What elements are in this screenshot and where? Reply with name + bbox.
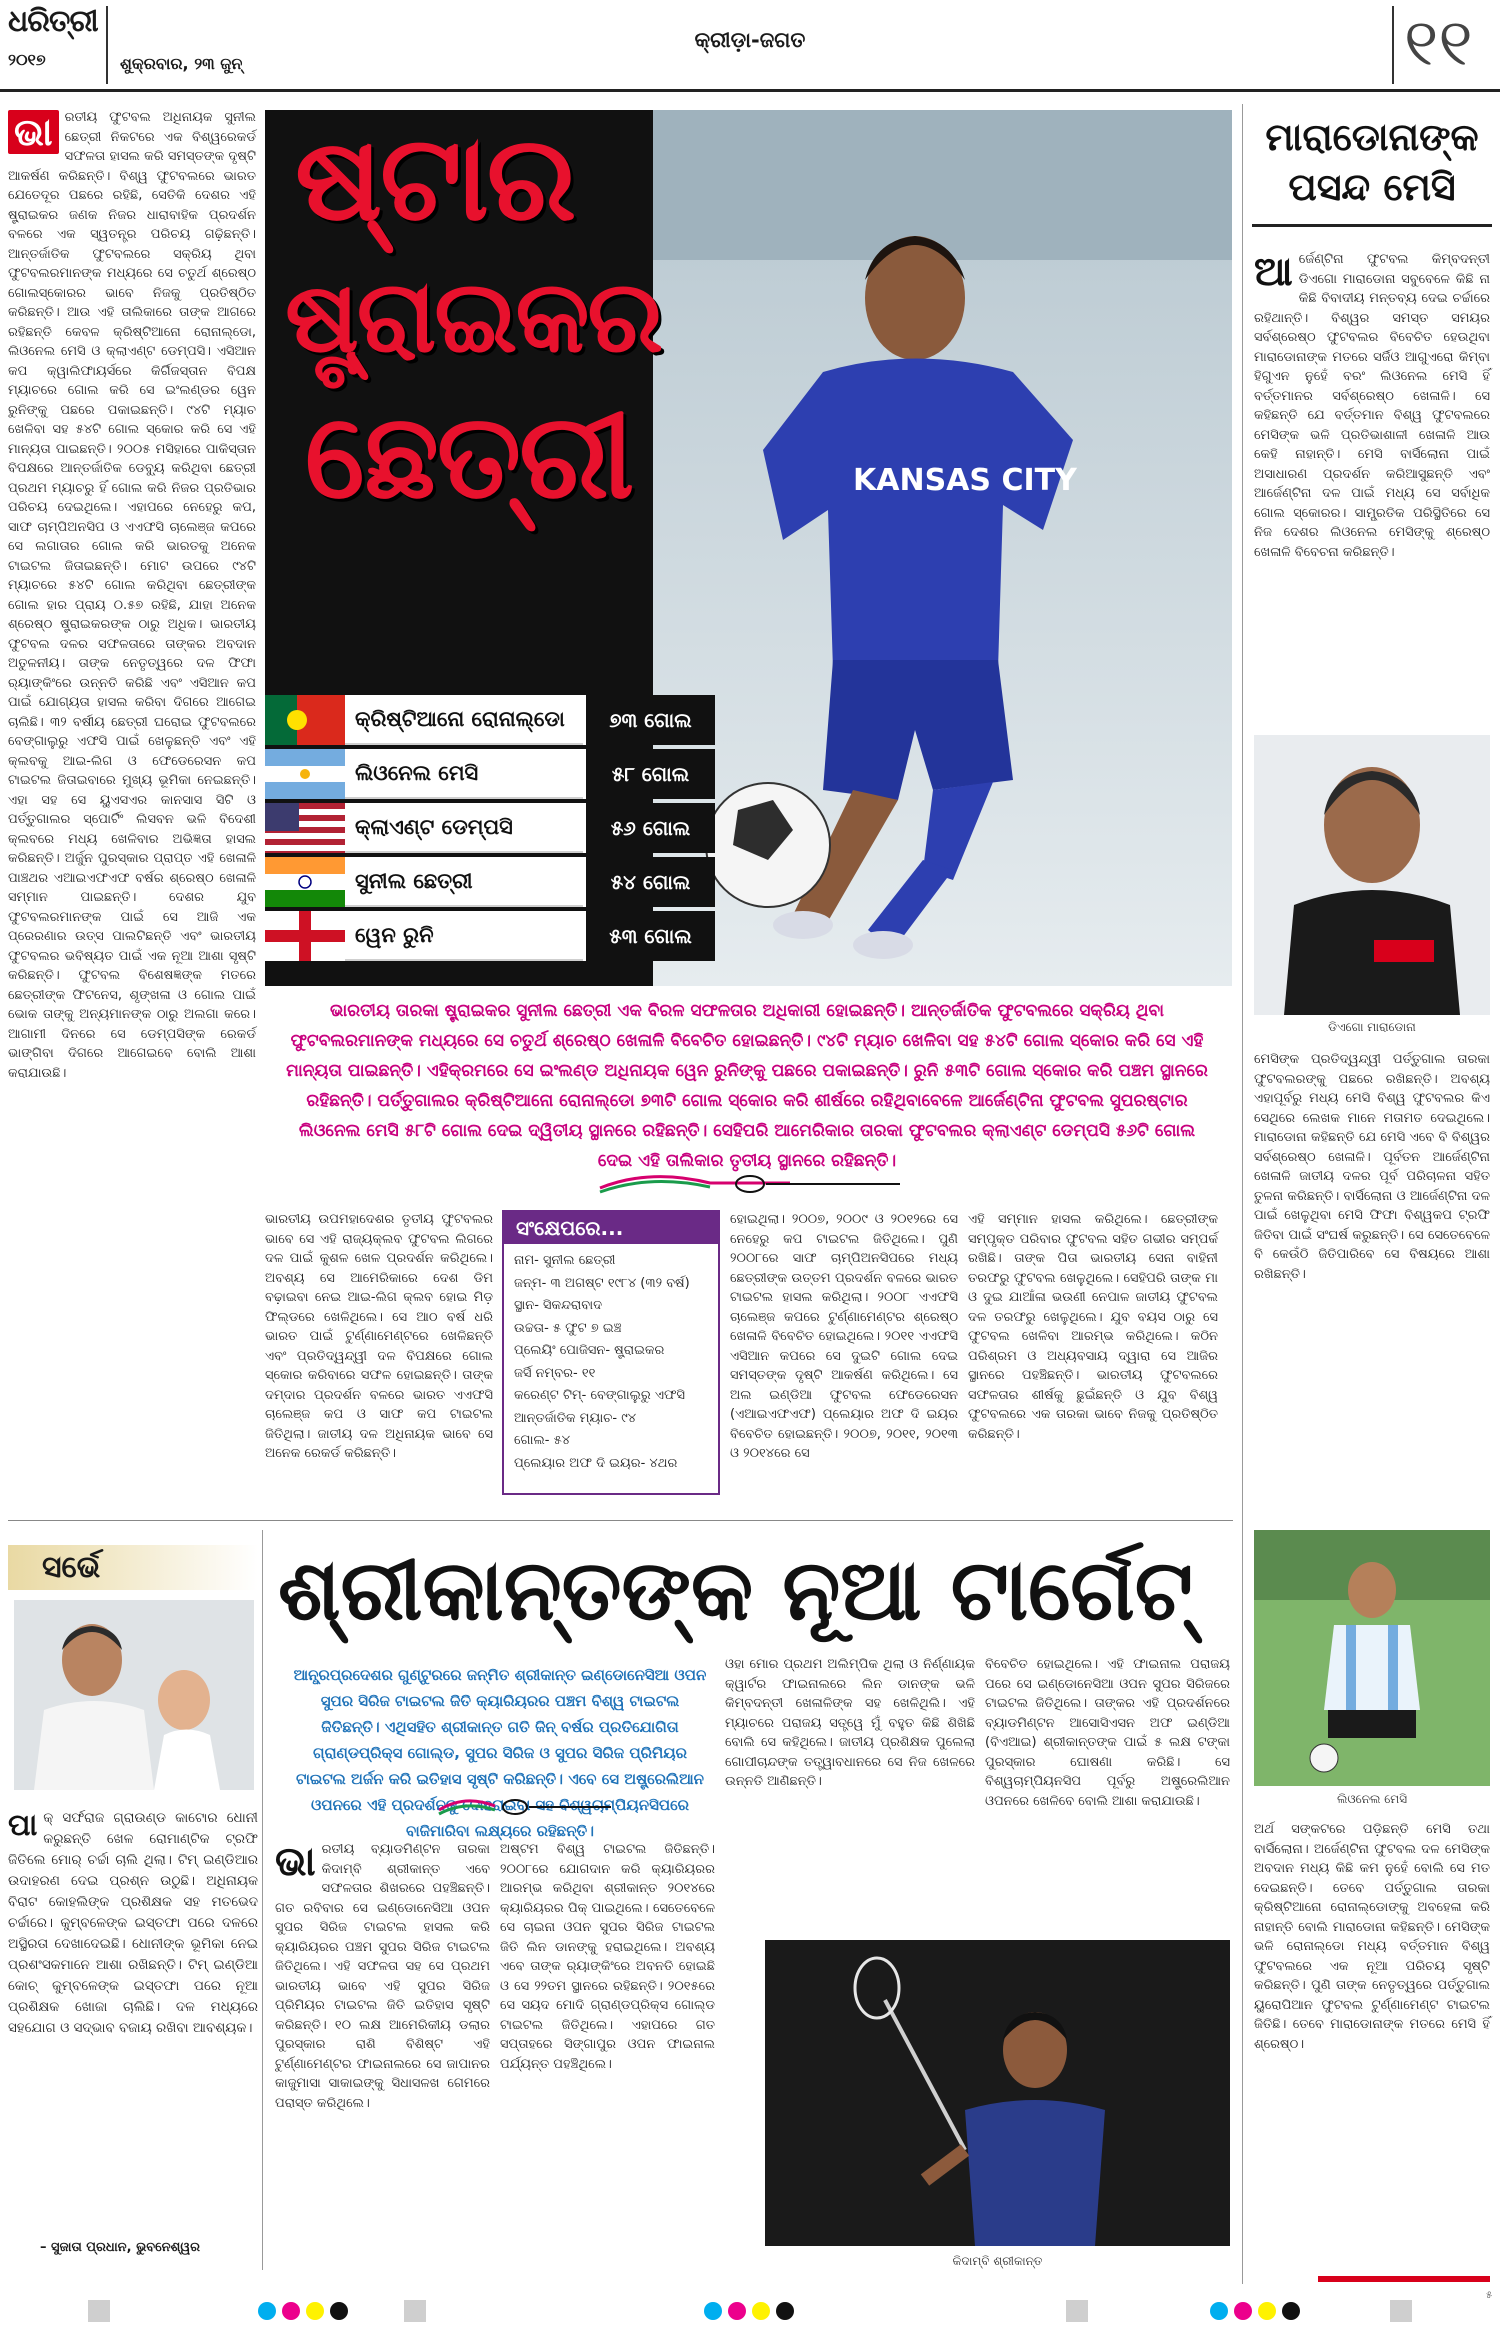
ranking-name: କ୍ରିଷ୍ଟିଆନୋ ରୋନାଲ୍ଡୋ <box>355 707 565 731</box>
usa-flag-icon <box>265 803 345 853</box>
hero-title-line3: ଛେତ୍ରୀ <box>305 386 633 525</box>
ranking-name: ୱେନ ରୁନି <box>355 923 434 947</box>
ranking-goals: ୫୪ ଗୋଲ <box>583 857 715 907</box>
brief-list <box>504 1244 718 1481</box>
ranking-row <box>265 857 715 907</box>
brief-line: ନାମ- ସୁନୀଲ ଛେତ୍ରୀ <box>514 1253 616 1268</box>
ranking-row <box>265 803 715 853</box>
header-divider-right <box>1392 6 1394 84</box>
chhetri-article-col1: ଭାରତୀୟ ଉପମହାଦେଶର ତୃତୀୟ ଫୁଟବଲର ଭାବେ ସେ ଏହି ରାଜ୍ୟକ୍ଲବ ଫୁଟବଲ ଲିଗରେ ଦଳ ପାଇଁ କୁଶଳ ଖେଳ ପ୍ରଦର୍ଶନ କରିଥିଲେ। ଅବଶ୍ୟ ସେ ଆମେରିକାରେ ଦେଶ ଡିମ ବଢ଼ାଇବା ନେଇ ଆଇ-ଲିଗ କ୍ଲବ ହୋଇ ମିଡ଼ ଫିଲ୍ଡରେ ଖେଳିଥିଲେ। ସେ ଆଠ ବର୍ଷ ଧରି ଭାରତ ପାଇଁ ଟୁର୍ଣ୍ଣାମେଣ୍ଟରେ ଖେଳିଛନ୍ତି ଏବଂ ପ୍ରତିଦ୍ୱନ୍ଦ୍ୱୀ ଦଳ ବିପକ୍ଷରେ ଗୋଲ ସ୍କୋର କରିବାରେ ସଫଳ ହୋଇଛନ୍ତି। ତାଙ୍କ ଦମ୍ଦାର ପ୍ରଦର୍ଶନ ବଳରେ ଭାରତ ଏଏଫସି ଚାଲେଞ୍ଜ କପ ଓ ସାଫ କପ ଟାଇଟଲ ଜିତିଥିଲା। ଜାତୀୟ ଦଳ ଅଧିନାୟକ ଭାବେ ସେ ଅନେକ ରେକର୍ଡ କରିଛନ୍ତି। <box>265 1212 493 1461</box>
brief-line: ପ୍ଲେୟିଂ ପୋଜିସନ- ଷ୍ଟ୍ରାଇକର <box>514 1343 665 1358</box>
section-divider <box>8 1520 1233 1521</box>
ranking-goals: ୫୬ ଗୋଲ <box>583 803 715 853</box>
hero-feature <box>265 110 1232 986</box>
ornament-divider-icon <box>435 1792 615 1820</box>
argentina-flag-icon <box>265 749 345 799</box>
survey-body <box>8 1808 258 2223</box>
brief-line: ସ୍ଥାନ- ସିକନ୍ଦରାବାଦ <box>514 1298 603 1313</box>
srikanth-photo-caption: କିଦାମ୍ବି ଶ୍ରୀକାନ୍ତ <box>952 2254 1043 2268</box>
color-bar-icon <box>704 2302 794 2320</box>
lead-dropcap: ଭା <box>8 110 59 154</box>
column-rule <box>262 1530 263 2270</box>
portugal-flag-icon <box>265 695 345 745</box>
masthead-year: ୨୦୧୭ <box>8 50 46 69</box>
maradona-article-body-3: ଅର୍ଥ ସଙ୍କଟରେ ପଡ଼ିଛନ୍ତି ମେସି ତଥା ବାର୍ସିଲୋନା। ଅର୍ଜେଣ୍ଟିନା ଫୁଟବଲ ଦଳ ମେସିଙ୍କ ଅବଦାନ ମଧ୍ୟ କିଛି କମ ନୁହେଁ ବୋଲି ସେ ମତ ଦେଇଛନ୍ତି। ତେବେ ପର୍ତ୍ତୁଗାଲ ତାରକା କ୍ରିଷ୍ଟିଆନୋ ରୋନାଲ୍ଡୋଙ୍କୁ ଅବହେଳା କରି ନାହାନ୍ତି ବୋଲି ମାରାଡୋନା କହିଛନ୍ତି। ମେସିଙ୍କ ଭଳି ରୋନାଲ୍ଡୋ ମଧ୍ୟ ବର୍ତ୍ତମାନ ବିଶ୍ୱ ଫୁଟବଲରେ ଏକ ନୂଆ ପରିଚୟ ସୃଷ୍ଟି କରିଛନ୍ତି। ପୁଣି ତାଙ୍କ ନେତୃତ୍ୱରେ ପର୍ତ୍ତୁଗାଲ ୟୁରୋପିଆନ ଫୁଟବଲ ଟୁର୍ଣ୍ଣାମେଣ୍ଟ ଟାଇଟଲ ଜିତିଛି। ତେବେ ମାରାଡୋନାଙ୍କ ମତରେ ମେସି ହିଁ ଶ୍ରେଷ୍ଠ। <box>1254 1822 1490 2052</box>
brief-box <box>502 1210 720 1495</box>
england-flag-icon <box>265 911 345 961</box>
color-bar-icon <box>1210 2302 1300 2320</box>
srikanth-article-col3: ଓହା ମୋର ପ୍ରଥମ ଅଲିମ୍ପିକ ଥିଲା ଓ ନିର୍ଣ୍ଣାୟକ କ୍ୱାର୍ଟର ଫାଇନାଲରେ ଲିନ ଡାନଙ୍କ ଭଳି କିମ୍ବଦନ୍ତୀ ଖେଳାଳିଙ୍କ ସହ ଖେଳିଥିଲି। ଏହି ମ୍ୟାଚରେ ପରାଜୟ ସତ୍ତ୍ୱେ ମୁଁ ବହୁତ କିଛି ଶିଖିଛି ବୋଲି ସେ କହିଥିଲେ। ଜାତୀୟ ପ୍ରଶିକ୍ଷକ ପୁଲେଲା ଗୋପୀଚାନ୍ଦଙ୍କ ତତ୍ତ୍ୱାବଧାନରେ ସେ ନିଜ ଖେଳରେ ଉନ୍ନତି ଆଣିଛନ୍ତି। <box>725 1657 975 1789</box>
chhetri-article-col4: ଏହି ସମ୍ମାନ ହାସଲ କରିଥିଲେ। ଛେତ୍ରୀଙ୍କ ସମ୍ପୃକ୍ତ ପରିବାର ଫୁଟବଲ ସହିତ ଗଭୀର ସମ୍ପର୍କ ରଖିଛି। ତାଙ୍କ ପିତା ଭାରତୀୟ ସେନା ବାହିନୀ ତରଫରୁ ଫୁଟବଲ ଖେଳୁଥିଲେ। ସେହିପରି ତାଙ୍କ ମା ଓ ଦୁଇ ଯାଆଁଳା ଭଉଣୀ ନେପାଳ ଜାତୀୟ ଫୁଟବଲ ଦଳ ତରଫରୁ ଖେଳୁଥିଲେ। ଯୁବ ବୟସ ଠାରୁ ସେ ଫୁଟବଲ ଖେଳିବା ଆରମ୍ଭ କରିଥିଲେ। କଠିନ ପରିଶ୍ରମ ଓ ଅଧ୍ୟବସାୟ ଦ୍ୱାରା ସେ ଆଜିର ସ୍ଥାନରେ ପହଞ୍ଚିଛନ୍ତି। ଭାରତୀୟ ଫୁଟବଲରେ ସଫଳତାର ଶୀର୍ଷକୁ ଛୁଇଁଛନ୍ତି ଓ ଯୁବ ବିଶ୍ୱ ଫୁଟବଲରେ ଏକ ତାରକା ଭାବେ ନିଜକୁ ପ୍ରତିଷ୍ଠିତ କରିଛନ୍ତି। <box>968 1212 1218 1442</box>
messi-photo <box>1254 1530 1490 1786</box>
srikanth-dropcap: ଭା <box>275 1838 316 1885</box>
ranking-name: ଲିଓନେଲ ମେସି <box>355 761 479 785</box>
masthead <box>0 0 1500 92</box>
sidebar-rule <box>1242 104 1243 2284</box>
srikanth-photo <box>765 1940 1230 2246</box>
maradona-dropcap: ଆ <box>1254 248 1293 295</box>
section-title: କ୍ରୀଡ଼ା-ଜଗତ <box>694 28 806 52</box>
ranking-row <box>265 695 715 745</box>
hero-highlight-text: ଭାରତୀୟ ତାରକା ଷ୍ଟ୍ରାଇକର ସୁନୀଲ ଛେତ୍ରୀ ଏକ ବିରଳ ସଫଳତାର ଅଧିକାରୀ ହୋଇଛନ୍ତି। ଆନ୍ତର୍ଜାତିକ ଫୁଟବଲରେ ସକ୍ରିୟ ଥିବା ଫୁଟବଲରମାନଙ୍କ ମଧ୍ୟରେ ସେ ଚତୁର୍ଥ ଶ୍ରେଷ୍ଠ ଖେଳାଳି ବିବେଚିତ ହୋଇଛନ୍ତି। ୯୪ଟି ମ୍ୟାଚ ଖେଳିବା ସହ ୫୪ଟି ଗୋଲ ସ୍କୋର କରି ସେ ଏହି ମାନ୍ୟତା ପାଇଛନ୍ତି। ଏହିକ୍ରମରେ ସେ ଇଂଲଣ୍ଡ ଅଧିନାୟକ ୱେନ ରୁନିଙ୍କୁ ପଛରେ ପକାଇଛନ୍ତି। ରୁନି ୫୩ଟି ଗୋଲ ସ୍କୋର କରି ପଞ୍ଚମ ସ୍ଥାନରେ ରହିଛନ୍ତି। ପର୍ତ୍ତୁଗାଲର କ୍ରିଷ୍ଟିଆନୋ ରୋନାଲ୍ଡୋ ୭୩ଟି ଗୋଲ ସ୍କୋର କରି ଶୀର୍ଷରେ ରହିଥିବାବେଳେ ଆର୍ଜେଣ୍ଟିନା ଫୁଟବଲ ସୁପରଷ୍ଟାର ଲିଓନେଲ ମେସି ୫୮ଟି ଗୋଲ ଦେଇ ଦ୍ୱିତୀୟ ସ୍ଥାନରେ ରହିଛନ୍ତି। ସେହିପରି ଆମେରିକାର ତାରକା ଫୁଟବଲର କ୍ଲାଏଣ୍ଟ ଡେମ୍ପସି ୫୬ଟି ଗୋଲ ଦେଇ ଏହି ତାଲିକାର ତୃତୀୟ ସ୍ଥାନରେ ରହିଛନ୍ତି। <box>286 1001 1208 1171</box>
brief-line: ଆନ୍ତର୍ଜାତିକ ମ୍ୟାଚ- ୯୪ <box>514 1410 637 1426</box>
maradona-title-line2: ପସନ୍ଦ ମେସି <box>1288 165 1456 209</box>
maradona-photo <box>1254 735 1490 1015</box>
hero-title-line2: ଷ୍ଟ୍ରାଇକର <box>285 257 662 375</box>
survey-byline: – ସୁଜାତା ପ୍ରଧାନ, ଭୁବନେଶ୍ୱର <box>40 2240 200 2255</box>
srikanth-headline: ଶ୍ରୀକାନ୍ତଙ୍କ ନୂଆ ଟାର୍ଗେଟ୍ <box>278 1540 1193 1639</box>
messi-photo-caption: ଲିଓନେଲ ମେସି <box>1336 1792 1408 1806</box>
maradona-title-block <box>1252 112 1492 227</box>
dhoni-photo <box>14 1600 254 1790</box>
survey-text: କ୍ ସର୍ଫରାଜ ଗ୍ରାଉଣ୍ଡ କାଟୋର ଧୋନୀ କରୁଛନ୍ତି ଖେଳ ରୋମାଣ୍ଟିକ ଟ୍ରଫି ଜିତିଲେ ମୋର୍ ଚର୍ଚ୍ଚା ଚାଲି ଥିଲା। ଟିମ୍ ଇଣ୍ଡିଆର ଉଦାହରଣ ଦେଇ ପ୍ରଶ୍ନ ଉଠୁଛି। ଅଧିନାୟକ ବିରାଟ କୋହଲିଙ୍କ ପ୍ରଶିକ୍ଷକ ସହ ମତଭେଦ ଚର୍ଚ୍ଚାରେ। କୁମ୍ବଳେଙ୍କ ଇସ୍ତଫା ପରେ ଦଳରେ ଅସ୍ଥିରତା ଦେଖାଦେଇଛି। ଧୋନୀଙ୍କ ଭୂମିକା ନେଇ ପ୍ରଶଂସକମାନେ ଆଶା ରଖିଛନ୍ତି। ଟିମ୍ ଇଣ୍ଡିଆ କୋଚ୍ କୁମ୍ବଳେଙ୍କ ଇସ୍ତଫା ପରେ ନୂଆ ପ୍ରଶିକ୍ଷକ ଖୋଜା ଚାଲିଛି। ଦଳ ମଧ୍ୟରେ ସହଯୋଗ ଓ ସଦ୍ଭାବ ବଜାୟ ରଖିବା ଆବଶ୍ୟକ। <box>8 1810 258 2036</box>
player-photo <box>653 110 1232 986</box>
issue-date: ଶୁକ୍ରବାର, ୨୩ ଜୁନ୍ <box>120 54 243 73</box>
registration-mark-icon <box>1066 2300 1088 2322</box>
color-bar-icon <box>258 2302 348 2320</box>
srikanth-article-col4: ବିବେଚିତ ହୋଇଥିଲେ। ଏହି ଫାଇନାଲ ପରାଜୟ ପରେ ସେ ଇଣ୍ଡୋନେସିଆ ଓପନ ସୁପର ସିରିଜରେ ଟାଇଟଲ ଜିତିଥିଲେ। ତାଙ୍କର ଏହି ପ୍ରଦର୍ଶନରେ ବ୍ୟାଡମିଣ୍ଟନ ଆସୋସିଏସନ ଅଫ ଇଣ୍ଡିଆ (ବିଏଆଇ) ଶ୍ରୀକାନ୍ତଙ୍କ ପାଇଁ ୫ ଲକ୍ଷ ଟଙ୍କା ପୁରସ୍କାର ଘୋଷଣା କରିଛି। ସେ ବିଶ୍ୱଚାମ୍ପିୟନସିପ ପୂର୍ବରୁ ଅଷ୍ଟ୍ରେଲିଆନ ଓପନରେ ଖେଳିବେ ବୋଲି ଆଶା କରାଯାଉଛି। <box>985 1657 1230 1809</box>
hero-title-line1: ଷ୍ଟାର <box>295 108 575 247</box>
srikanth-article-col1 <box>275 1840 490 2260</box>
srikanth-blurb: ଆନ୍ଧ୍ରପ୍ରଦେଶର ଗୁଣ୍ଟୁରରେ ଜନ୍ମିତ ଶ୍ରୀକାନ୍ତ ଇଣ୍ଡୋନେସିଆ ଓପନ ସୁପର ସିରିଜ ଟାଇଟଲ ଜିତି କ୍ୟାରିୟରର ପଞ୍ଚମ ବିଶ୍ୱ ଟାଇଟଲ ଜିତିଛନ୍ତି। ଏଥିସହିତ ଶ୍ରୀକାନ୍ତ ଗତି ଜିନ୍ ବର୍ଷର ପ୍ରତିଯୋଗିତା ଗ୍ରାଣ୍ଡପ୍ରିକ୍ସ ଗୋଲ୍ଡ, ସୁପର ସିରିଜ ଓ ସୁପର ସିରିଜ ପ୍ରିମିୟର ଟାଇଟଲ ଅର୍ଜନ କରି ଇତିହାସ ସୃଷ୍ଟି କରିଛନ୍ତି। ଏବେ ସେ ଅଷ୍ଟ୍ରେଲିଆନ ଓପନରେ ଏହି ପ୍ରଦର୍ଶନକୁ ଦୋହରାଇବା ସହ ବିଶ୍ୱଚାମ୍ପିୟନସିପରେ ବାଜିମାରିବା ଲକ୍ଷ୍ୟରେ ରହିଛନ୍ତି। <box>293 1666 707 1840</box>
brief-line: ପ୍ଲେୟାର ଅଫ ଦି ଇୟର- ୪ଥର <box>514 1455 678 1471</box>
ranking-row <box>265 911 715 961</box>
brief-line: ଜର୍ସି ନମ୍ବର- ୧୧ <box>514 1365 596 1381</box>
ranking-goals: ୫୮ ଗୋଲ <box>583 749 715 799</box>
survey-label: ସର୍ଭେ <box>42 1550 101 1585</box>
maradona-photo-caption: ଡିଏଗୋ ମାରାଡୋନା <box>1328 1020 1416 1034</box>
registration-mark-icon <box>404 2300 426 2322</box>
brief-line: ଉଚ୍ଚତା- ୫ ଫୁଟ ୭ ଇଞ୍ଚ <box>514 1320 622 1336</box>
registration-mark-icon <box>1390 2300 1412 2322</box>
registration-mark-icon <box>88 2300 110 2322</box>
srikanth-article-col2: ଅଷ୍ଟମ ବିଶ୍ୱ ଟାଇଟଲ ଜିତିଛନ୍ତି। ୨୦୦୮ରେ ଯୋଗଦାନ କରି କ୍ୟାରିୟରର ଆରମ୍ଭ କରିଥିବା ଶ୍ରୀକାନ୍ତ ୨୦୧୪ରେ କ୍ୟାରିୟରର ପିକ୍ ପାଇଥିଲେ। ସେତେବେଳେ ସେ ଚାଇନା ଓପନ ସୁପର ସିରିଜ ଟାଇଟଲ ଜିତି ଲିନ ଡାନଙ୍କୁ ହରାଇଥିଲେ। ଅବଶ୍ୟ ଏବେ ତାଙ୍କ ର‌୍ୟାଙ୍କିଂରେ ଅବନତି ହୋଇଛି ଓ ସେ ୨୨ତମ ସ୍ଥାନରେ ରହିଛନ୍ତି। ୨୦୧୫ରେ ସେ ସୟଦ ମୋଦି ଗ୍ରାଣ୍ଡପ୍ରିକ୍ସ ଗୋଲ୍ଡ ଟାଇଟଲ ଜିତିଥିଲେ। ଏହାପରେ ଗତ ସପ୍ତାହରେ ସିଙ୍ଗାପୁର ଓପନ ଫାଇନାଲ ପର୍ଯ୍ୟନ୍ତ ପହଞ୍ଚିଥିଲେ। <box>500 1842 715 2072</box>
print-footer <box>0 2290 1500 2335</box>
maradona-article-body-2: ମେସିଙ୍କ ପ୍ରତିଦ୍ୱନ୍ଦ୍ୱୀ ପର୍ତ୍ତୁଗାଲ ତାରକା ଫୁଟବଲରଙ୍କୁ ପଛରେ ରଖିଛନ୍ତି। ଅବଶ୍ୟ ଏହାପୂର୍ବରୁ ମଧ୍ୟ ମେସି ବିଶ୍ୱ ଫୁଟବଲର କିଏ ସେଥିରେ ଲେଖକ ମାନେ ମତାମତ ଦେଇଥିଲେ। ମାରାଡୋନା କହିଛନ୍ତି ଯେ ମେସି ଏବେ ବି ବିଶ୍ୱର ସର୍ବଶ୍ରେଷ୍ଠ ଖେଳାଳି। ପୂର୍ବତନ ଆର୍ଜେଣ୍ଟିନା ଖେଳାଳି ଜାତୀୟ ଦଳର ପୂର୍ବ ପରିଚାଳନା ସହିତ ତୁଳନା କରିଛନ୍ତି। ବାର୍ସିଲୋନା ଓ ଆର୍ଜେଣ୍ଟିନା ଦଳ ପାଇଁ ଖେଳୁଥିବା ମେସି ଫିଫା ବିଶ୍ୱକପ ଟ୍ରଫି ଜିତିବା ପାଇଁ ସଂଘର୍ଷ କରୁଛନ୍ତି। ସେ ସେତେବେଳେ ବି କେଉଁଠି ଜିତିପାରିବେ ସେ ବିଷୟରେ ଆଶା ରଖିଛନ୍ତି। <box>1254 1052 1490 1282</box>
india-flag-icon <box>265 857 345 907</box>
sidebar-end-bar <box>1318 2276 1490 2282</box>
maradona-article-text: ର୍ଜେଣ୍ଟିନା ଫୁଟବଲ କିମ୍ବଦନ୍ତୀ ଡିଏଗୋ ମାରାଡୋନା ସବୁବେଳେ କିଛି ନା କିଛି ବିବାଦୀୟ ମନ୍ତବ୍ୟ ଦେଇ ଚର୍ଚ୍ଚାରେ ରହିଥାନ୍ତି। ବିଶ୍ୱର ସମସ୍ତ ସମୟର ସର୍ବଶ୍ରେଷ୍ଠ ଫୁଟବଲର ବିବେଚିତ ହେଉଥିବା ମାରାଡୋନାଙ୍କ ମତରେ ସର୍ଜିଓ ଆଗୁଏରୋ କିମ୍ବା ହିଗୁଏନ ନୁହେଁ ବରଂ ଲିଓନେଲ ମେସି ହିଁ ବର୍ତ୍ତମାନର ସର୍ବଶ୍ରେଷ୍ଠ ଖେଳାଳି। ସେ କହିଛନ୍ତି ଯେ ବର୍ତ୍ତମାନ ବିଶ୍ୱ ଫୁଟବଲରେ ମେସିଙ୍କ ଭଳି ପ୍ରତିଭାଶାଳୀ ଖେଳାଳି ଆଉ କେହି ନାହାନ୍ତି। ମେସି ବାର୍ସିଲୋନା ପାଇଁ ଅସାଧାରଣ ପ୍ରଦର୍ଶନ କରିଆସୁଛନ୍ତି ଏବଂ ଆର୍ଜେଣ୍ଟିନା ଦଳ ପାଇଁ ମଧ୍ୟ ସେ ସର୍ବାଧିକ ଗୋଲ ସ୍କୋରର। ସାମ୍ପ୍ରତିକ ପରିସ୍ଥିତିରେ ସେ ନିଜ ଦେଶର ଲିଓନେଲ ମେସିଙ୍କୁ ଶ୍ରେଷ୍ଠ ଖେଳାଳି ବିବେଚନା କରିଛନ୍ତି। <box>1254 252 1490 560</box>
page-number: ୧୧ <box>1404 4 1473 81</box>
lead-article-body <box>8 108 256 1198</box>
brief-line: ଜନ୍ମ- ୩ ଅଗଷ୍ଟ ୧୯୮୪ (୩୨ ବର୍ଷ) <box>514 1275 690 1291</box>
survey-label-box <box>8 1545 258 1590</box>
jersey-text: KANSAS CITY <box>853 463 1077 498</box>
lead-article-text: ରତୀୟ ଫୁଟବଲ ଅଧିନାୟକ ସୁନୀଲ ଛେତ୍ରୀ ନିକଟରେ ଏକ ବିଶ୍ୱରେକର୍ଡ ସଫଳତା ହାସଲ କରି ସମସ୍ତଙ୍କ ଦୃଷ୍ଟି ଆକର୍ଷଣ କରିଛନ୍ତି। ବିଶ୍ୱ ଫୁଟବଲରେ ଭାରତ ଯେତେଦୂର ପଛରେ ରହିଛି, ସେତିକି ଦେଶର ଏହି ଷ୍ଟ୍ରାଇକର ଜଣକ ନିଜର ଧାରାବାହିକ ପ୍ରଦର୍ଶନ ବଳରେ ଏକ ସ୍ୱତନ୍ତ୍ର ପରିଚୟ ଗଢ଼ିଛନ୍ତି। ଆନ୍ତର୍ଜାତିକ ଫୁଟବଲରେ ସକ୍ରିୟ ଥିବା ଫୁଟବଲରମାନଙ୍କ ମଧ୍ୟରେ ସେ ଚତୁର୍ଥ ଶ୍ରେଷ୍ଠ ଗୋଲସ୍କୋରର ଭାବେ ନିଜକୁ ପ୍ରତିଷ୍ଠିତ କରିଛନ୍ତି। ଆଉ ଏହି ତାଲିକାରେ ତାଙ୍କ ଆଗରେ ରହିଛନ୍ତି କେବଳ କ୍ରିଷ୍ଟିଆନୋ ରୋନାଲ୍ଡୋ, ଲିଓନେଲ ମେସି ଓ କ୍ଲାଏଣ୍ଟ ଡେମ୍ପସି। ଏସିଆନ କପ କ୍ୱାଲିଫାୟର୍ସରେ କିର୍ଗିଜସ୍ତାନ ବିପକ୍ଷ ମ୍ୟାଚରେ ଗୋଲ କରି ସେ ଇଂଲଣ୍ଡର ୱେନ ରୁନିଙ୍କୁ ପଛରେ ପକାଇଛନ୍ତି। ୯୪ଟି ମ୍ୟାଚ ଖେଳିବା ସହ ୫୪ଟି ଗୋଲ ସ୍କୋର କରି ସେ ଏହି ମାନ୍ୟତା ପାଇଛନ୍ତି। ୨୦୦୫ ମସିହାରେ ପାକିସ୍ତାନ ବିପକ୍ଷରେ ଆନ୍ତର୍ଜାତିକ ଡେବ୍ୟୁ କରିଥିବା ଛେତ୍ରୀ ପ୍ରଥମ ମ୍ୟାଚରୁ ହିଁ ଗୋଲ କରି ନିଜର ପ୍ରତିଭାର ପରିଚୟ ଦେଇଥିଲେ। ଏହାପରେ ନେହେରୁ କପ, ସାଫ ଚାମ୍ପିଅନସିପ ଓ ଏଏଫସି ଚାଲେଞ୍ଜ କପରେ ସେ ଲଗାତାର ଗୋଲ କରି ଭାରତକୁ ଅନେକ ଟାଇଟଲ ଜିତାଇଛନ୍ତି। ମୋଟ ଉପରେ ୯୪ଟି ମ୍ୟାଚରେ ୫୪ଟି ଗୋଲ କରିଥିବା ଛେତ୍ରୀଙ୍କ ଗୋଲ ହାର ପ୍ରାୟ ୦.୫୭ ରହିଛି, ଯାହା ଅନେକ ଶ୍ରେଷ୍ଠ ଷ୍ଟ୍ରାଇକରଙ୍କ ଠାରୁ ଅଧିକ। ଭାରତୀୟ ଫୁଟବଲ ଦଳର ସଫଳତାରେ ତାଙ୍କର ଅବଦାନ ଅତୁଳନୀୟ। ତାଙ୍କ ନେତୃତ୍ୱରେ ଦଳ ଫିଫା ର‌୍ୟାଙ୍କିଂରେ ଉନ୍ନତି କରିଛି ଏବଂ ଏସିଆନ କପ ପାଇଁ ଯୋଗ୍ୟତା ହାସଲ କରିବା ଦିଗରେ ଆଗେଇ ଚାଲିଛି। ୩୨ ବର୍ଷୀୟ ଛେତ୍ରୀ ଘରୋଇ ଫୁଟବଲରେ ବେଙ୍ଗାଲୁରୁ ଏଫସି ପାଇଁ ଖେଳୁଛନ୍ତି ଏବଂ ଏହି କ୍ଲବକୁ ଆଇ-ଲିଗ ଓ ଫେଡେରେସନ କପ ଟାଇଟଲ ଜିତାଇବାରେ ମୁଖ୍ୟ ଭୂମିକା ନେଇଛନ୍ତି। ଏହା ସହ ସେ ୟୁଏସଏର କାନସାସ ସିଟି ଓ ପର୍ତ୍ତୁଗାଲର ସ୍ପୋର୍ଟିଂ ଲିସବନ ଭଳି ବିଦେଶୀ କ୍ଲବରେ ମଧ୍ୟ ଖେଳିବାର ଅଭିଜ୍ଞତା ହାସଲ କରିଛନ୍ତି। ଅର୍ଜୁନ ପୁରସ୍କାର ପ୍ରାପ୍ତ ଏହି ଖେଳାଳି ପାଞ୍ଚଥର ଏଆଇଏଫଏଫ ବର୍ଷର ଶ୍ରେଷ୍ଠ ଖେଳାଳି ସମ୍ମାନ ପାଇଛନ୍ତି। ଦେଶର ଯୁବ ଫୁଟବଲରମାନଙ୍କ ପାଇଁ ସେ ଆଜି ଏକ ପ୍ରେରଣାର ଉତ୍ସ ପାଲଟିଛନ୍ତି ଏବଂ ଭାରତୀୟ ଫୁଟବଲର ଭବିଷ୍ୟତ ପାଇଁ ଏକ ନୂଆ ଆଶା ସୃଷ୍ଟି କରିଛନ୍ତି। ଫୁଟବଲ ବିଶେଷଜ୍ଞଙ୍କ ମତରେ ଛେତ୍ରୀଙ୍କ ଫିଟନେସ, ଶୃଙ୍ଖଳା ଓ ଗୋଲ ପାଇଁ ଭୋକ ତାଙ୍କୁ ଅନ୍ୟମାନଙ୍କ ଠାରୁ ଅଲଗା କରେ। ଆଗାମୀ ଦିନରେ ସେ ଡେମ୍ପସିଙ୍କ ରେକର୍ଡ ଭାଙ୍ଗିବା ଦିଗରେ ଆଗେଇବେ ବୋଲି ଆଶା କରାଯାଉଛି। <box>8 110 256 1081</box>
survey-dropcap: ପା <box>8 1808 38 1843</box>
brief-line: କରେଣ୍ଟ ଟିମ୍- ବେଙ୍ଗାଲୁରୁ ଏଫସି <box>514 1388 685 1403</box>
chhetri-article-col3: ହୋଇଥିଲା। ୨୦୦୭, ୨୦୦୯ ଓ ୨୦୧୨ରେ ସେ ନେହେରୁ କପ ଟାଇଟଲ ଜିତିଥିଲେ। ପୁଣି ୨୦୦୮ରେ ସାଫ ଚାମ୍ପିଅନସିପରେ ମଧ୍ୟ ଛେତ୍ରୀଙ୍କ ଉତ୍ତମ ପ୍ରଦର୍ଶନ ବଳରେ ଭାରତ ଟାଇଟଲ ହାସଲ କରିଥିଲା। ୨୦୦୮ ଏଏଫସି ଚାଲେଞ୍ଜ କପରେ ଟୁର୍ଣ୍ଣାମେଣ୍ଟର ଶ୍ରେଷ୍ଠ ଖେଳାଳି ବିବେଚିତ ହୋଇଥିଲେ। ୨୦୧୧ ଏଏଫସି ଏସିଆନ କପରେ ସେ ଦୁଇଟି ଗୋଲ ଦେଇ ସମସ୍ତଙ୍କ ଦୃଷ୍ଟି ଆକର୍ଷଣ କରିଥିଲେ। ସେ ଅଲ ଇଣ୍ଡିଆ ଫୁଟବଲ ଫେଡେରେସନ (ଏଆଇଏଫଏଫ) ପ୍ଲେୟାର ଅଫ ଦି ଇୟର ବିବେଚିତ ହୋଇଛନ୍ତି। ୨୦୦୭, ୨୦୧୧, ୨୦୧୩ ଓ ୨୦୧୪ରେ ସେ <box>730 1212 958 1461</box>
srikanth-col1-text: ରତୀୟ ବ୍ୟାଡମିଣ୍ଟନ ତାରକା କିଦାମ୍ବି ଶ୍ରୀକାନ୍ତ ଏବେ ସଫଳତାର ଶିଖରରେ ପହଞ୍ଚିଛନ୍ତି। ଗତ ରବିବାର ସେ ଇଣ୍ଡୋନେସିଆ ଓପନ ସୁପର ସିରିଜ ଟାଇଟଲ ହାସଲ କରି କ୍ୟାରିୟରର ପଞ୍ଚମ ସୁପର ସିରିଜ ଟାଇଟଲ ଜିତିଥିଲେ। ଏହି ସଫଳତା ସହ ସେ ପ୍ରଥମ ଭାରତୀୟ ଭାବେ ଏହି ସୁପର ସିରିଜ ପ୍ରିମିୟର ଟାଇଟଲ ଜିତି ଇତିହାସ ସୃଷ୍ଟି କରିଛନ୍ତି। ୧୦ ଲକ୍ଷ ଆମେରିକୀୟ ଡଲାର ପୁରସ୍କାର ରାଶି ବିଶିଷ୍ଟ ଏହି ଟୁର୍ଣ୍ଣାମେଣ୍ଟର ଫାଇନାଲରେ ସେ ଜାପାନର କାଜୁମାସା ସାକାଇଙ୍କୁ ସିଧାସଳଖ ଗେମରେ ପରାସ୍ତ କରିଥିଲେ। <box>275 1842 490 2111</box>
folio-number: ୫ <box>1486 2290 1493 2301</box>
ranking-name: କ୍ଲାଏଣ୍ଟ ଡେମ୍ପସି <box>355 815 513 839</box>
ranking-name: ସୁନୀଲ ଛେତ୍ରୀ <box>355 869 473 893</box>
ranking-goals: ୭୩ ଗୋଲ <box>583 695 715 745</box>
newspaper-logo: ଧରିତ୍ରୀ <box>8 4 98 39</box>
ranking-goals: ୫୩ ଗୋଲ <box>583 911 715 961</box>
maradona-title-line1: ମାରାଡୋନାଙ୍କ <box>1265 115 1479 159</box>
ornament-divider-icon <box>590 1168 910 1198</box>
brief-heading: ସଂକ୍ଷେପରେ... <box>504 1212 718 1244</box>
brief-line: ଗୋଲ- ୫୪ <box>514 1433 571 1448</box>
maradona-article-body <box>1254 250 1490 730</box>
ranking-row <box>265 749 715 799</box>
